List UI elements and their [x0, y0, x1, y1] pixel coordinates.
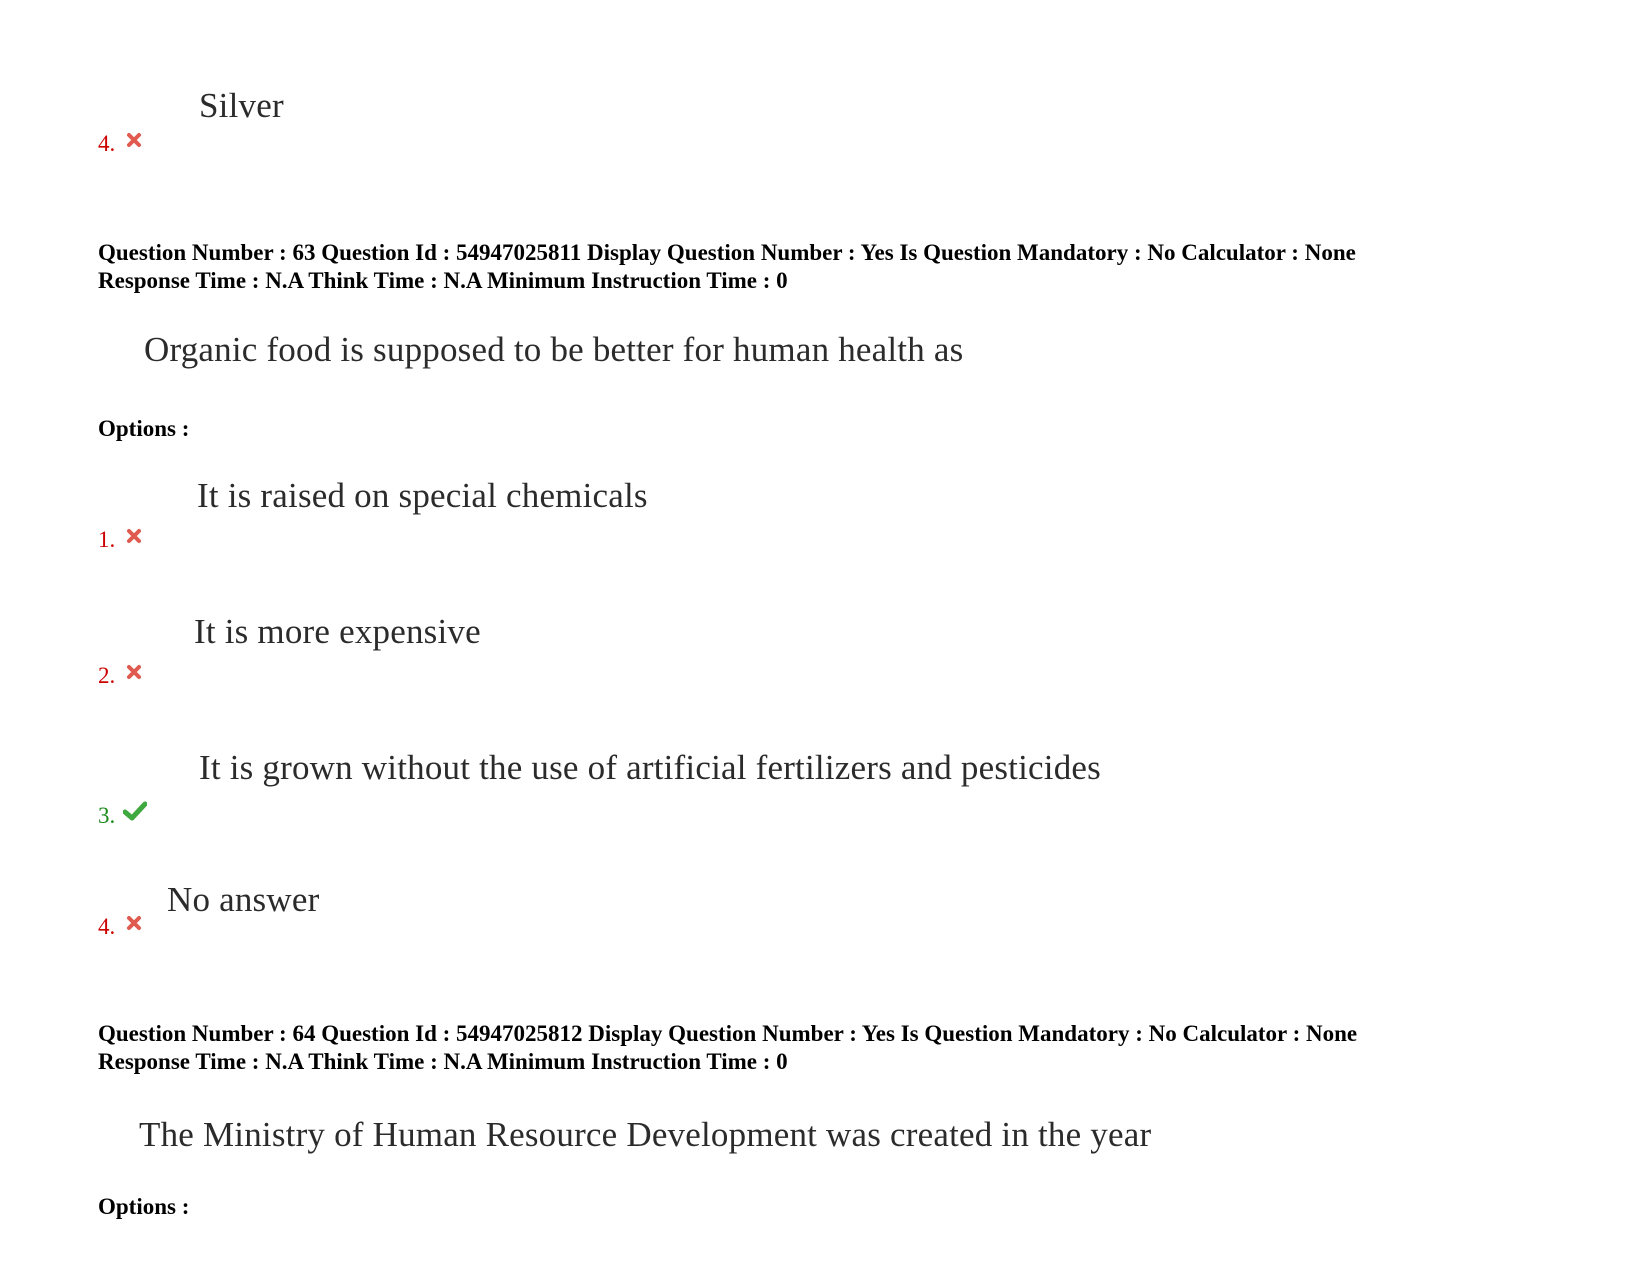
question-meta-line1: Question Number : 63 Question Id : 54947025811 Display Question Number : Yes Is Question Mandatory : No Calculator : None: [98, 240, 1356, 265]
option-number: 4.: [98, 131, 116, 156]
question-meta-line1: Question Number : 64 Question Id : 54947025812 Display Question Number : Yes Is Question Mandatory : No Calculator : None: [98, 1021, 1358, 1046]
option-text: Silver: [199, 86, 284, 125]
question-text: The Ministry of Human Resource Development was created in the year: [139, 1115, 1152, 1154]
option-number: 4.: [98, 914, 116, 939]
options-label: Options :: [98, 1194, 190, 1219]
check-icon: [123, 801, 147, 821]
cross-icon: [126, 915, 142, 931]
question-meta-line2: Response Time : N.A Think Time : N.A Minimum Instruction Time : 0: [98, 268, 788, 293]
option-text: It is raised on special chemicals: [197, 476, 648, 515]
option-number: 1.: [98, 527, 116, 552]
cross-icon: [126, 664, 142, 680]
cross-icon: [126, 528, 142, 544]
options-label: Options :: [98, 416, 190, 441]
option-text: It is grown without the use of artificial fertilizers and pesticides: [199, 748, 1101, 787]
option-text: It is more expensive: [194, 612, 481, 651]
cross-icon: [126, 132, 142, 148]
option-number: 2.: [98, 663, 116, 688]
question-text: Organic food is supposed to be better for human health as: [144, 330, 964, 369]
question-meta-line2: Response Time : N.A Think Time : N.A Minimum Instruction Time : 0: [98, 1049, 788, 1074]
option-text: No answer: [167, 880, 320, 919]
option-number: 3.: [98, 803, 116, 828]
